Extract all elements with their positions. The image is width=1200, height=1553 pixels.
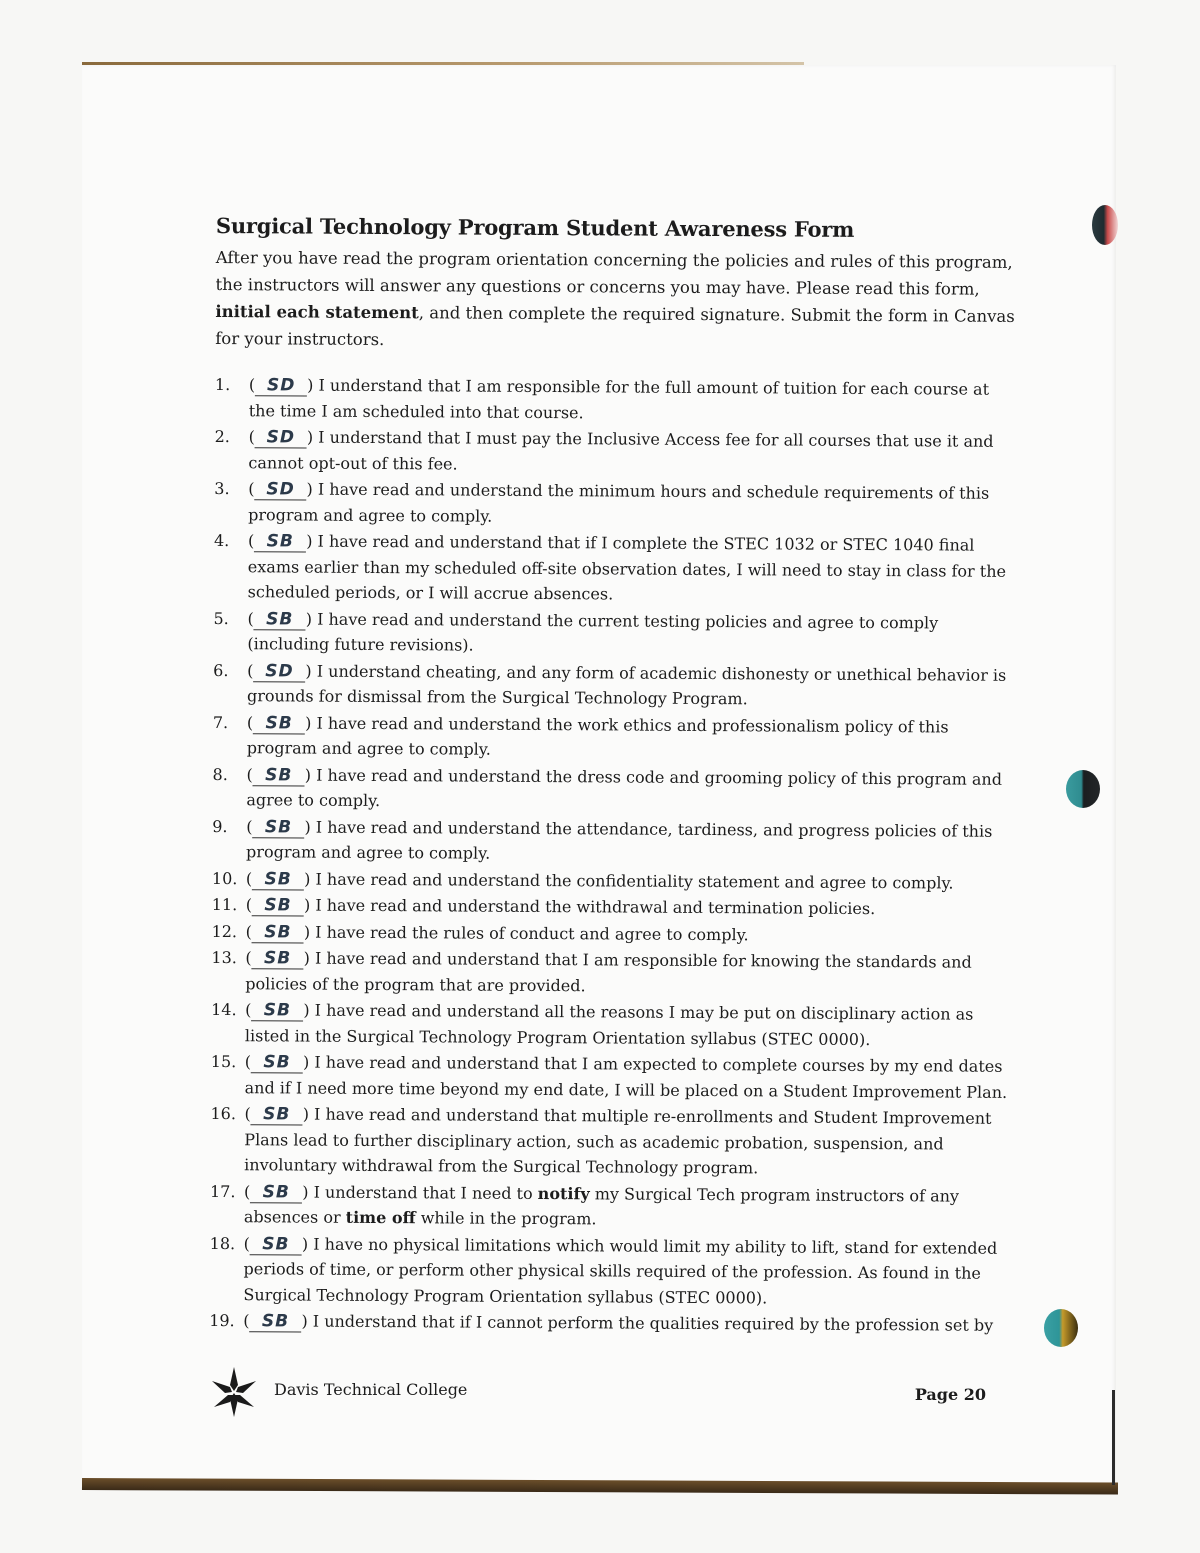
initials-field[interactable]: ( SB ) (246, 712, 312, 733)
item-number: 19. (209, 1310, 235, 1331)
handwritten-initials: SD (254, 479, 306, 500)
statement-text-part: I understand that I need to (313, 1182, 538, 1203)
handwritten-initials: SB (252, 948, 304, 969)
statement-item (212, 865, 1016, 895)
initials-field[interactable]: ( SB ) (243, 1233, 309, 1254)
handwritten-initials: SB (249, 1311, 301, 1332)
binder-hole (1044, 1309, 1078, 1347)
statement-text: I understand that I am responsible for the full amount of tuition for each course at the time I am scheduled into that course. (248, 375, 990, 422)
binder-hole (1092, 205, 1118, 245)
statement-item (212, 892, 1016, 922)
statement-emphasis: notify (537, 1183, 590, 1203)
statement-item (210, 1101, 1014, 1182)
college-name: Davis Technical College (274, 1380, 468, 1399)
statement-text: I understand that if I cannot perform the qualities required by the profession set by (312, 1311, 994, 1335)
statement-emphasis: time off (345, 1207, 416, 1228)
statement-item (211, 945, 1015, 1001)
intro-text: After you have read the program orientation concerning the policies and rules of this program, the instructors will answer any questions or concerns you may have. Please read this form, (215, 247, 1013, 299)
intro-emphasis: initial each statement (215, 301, 419, 323)
item-number: 6. (213, 660, 229, 680)
item-number: 11. (211, 894, 238, 915)
initials-field[interactable]: ( SD ) (247, 660, 312, 681)
statement-text: I have read and understand the confidentiality statement and agree to comply. (315, 869, 954, 893)
statement-text: I have read and understand the attendance, tardiness, and progress policies of this program and agree to comply. (246, 817, 993, 863)
initials-field[interactable]: ( SB ) (245, 895, 311, 916)
statement-text: I have read and understand that I am expected to complete courses by my end dates and if I need more time beyond my end date, I will be placed on a Student Improvement Plan. (244, 1052, 1008, 1102)
statement-text: I have read the rules of conduct and agree to comply. (315, 922, 749, 944)
statement-item (211, 997, 1015, 1053)
item-number: 16. (210, 1103, 237, 1124)
handwritten-initials: SB (251, 1000, 303, 1021)
form-title: Surgical Technology Program Student Awareness Form (215, 212, 855, 242)
handwritten-initials: SB (250, 1234, 302, 1255)
initials-field[interactable]: ( SD ) (248, 427, 314, 448)
statement-text: I have read and understand the dress code and grooming policy of this program and agree to comply. (246, 765, 1003, 811)
form-content (209, 212, 1036, 1339)
statement-text: I have read and understand the work ethics and professionalism policy of this program and agree to comply. (246, 713, 949, 759)
handwritten-initials: SB (250, 1182, 302, 1203)
item-number: 5. (213, 608, 229, 628)
statement-text: I have no physical limitations which would limit my ability to lift, stand for extended periods of time, or perform other physical skills required of the profession. As found in the Surgical Technology Program Orientation syllabus (STEC 0000). (243, 1234, 998, 1307)
initials-field[interactable]: ( SB ) (247, 531, 313, 552)
item-number: 12. (211, 921, 238, 941)
statement-text: I understand cheating, and any form of academic dishonesty or unethical behavior is grounds for dismissal from the Surgical Technology Program. (246, 661, 1007, 709)
initials-field[interactable]: ( SB ) (247, 608, 313, 629)
statement-text: I have read and understand that I am responsible for knowing the standards and policies of the program that are provided. (245, 948, 972, 995)
handwritten-initials: SD (255, 427, 307, 448)
form-intro (215, 244, 1031, 357)
initials-field[interactable]: ( SB ) (246, 816, 311, 837)
statement-item (212, 813, 1016, 869)
initials-field[interactable]: ( SB ) (245, 1000, 310, 1021)
statement-text-part: while in the program. (415, 1208, 597, 1229)
initials-field[interactable]: ( SB ) (244, 1104, 310, 1125)
initials-field[interactable]: ( SB ) (243, 1181, 309, 1202)
statement-item (214, 476, 1018, 532)
statement-text: I have read and understand the minimum hours and schedule requirements of this program and agree to comply. (248, 479, 990, 526)
item-number: 17. (209, 1181, 236, 1201)
initials-field[interactable]: ( SB ) (243, 1311, 308, 1332)
item-number: 7. (212, 712, 229, 732)
statement-text: I have read and understand the withdrawal and termination policies. (315, 895, 876, 919)
initials-field[interactable]: ( SB ) (244, 1052, 310, 1073)
paper-right-edge (1112, 1390, 1115, 1485)
binder-hole (1066, 770, 1100, 808)
star-flower-logo-icon (210, 1365, 258, 1419)
item-number: 13. (211, 947, 237, 968)
initials-field[interactable]: ( SB ) (245, 921, 311, 942)
statement-item (209, 1308, 1013, 1338)
item-number: 9. (212, 816, 228, 836)
handwritten-initials: SD (255, 375, 307, 396)
item-number: 4. (213, 530, 230, 551)
statement-text: I have read and understand that if I complete the STEC 1032 or STEC 1040 final exams earlier than my scheduled off-site observation dates, I will need to stay in class for the scheduled periods, or I will accrue absences. (247, 531, 1007, 604)
statement-item (215, 372, 1019, 428)
handwritten-initials: SB (252, 922, 304, 943)
statement-item (214, 424, 1018, 480)
handwritten-initials: SB (254, 531, 306, 552)
item-number: 3. (214, 478, 230, 499)
handwritten-initials: SB (253, 765, 305, 786)
statement-item (213, 657, 1017, 713)
handwritten-initials: SD (253, 661, 305, 682)
initials-field[interactable]: ( SB ) (245, 868, 311, 889)
statement-text: I have read and understand all the reasons I may be put on disciplinary action as listed in the Surgical Technology Program Orientation syllabus (STEC 0000). (244, 1000, 974, 1049)
initials-field[interactable]: ( SB ) (245, 948, 311, 969)
statement-item (213, 709, 1017, 765)
statement-item (212, 918, 1016, 948)
item-number: 18. (209, 1233, 236, 1253)
item-number: 10. (211, 868, 238, 888)
handwritten-initials: SB (252, 895, 304, 916)
item-number: 2. (214, 426, 230, 447)
statement-text: I understand that I must pay the Inclusive Access fee for all courses that use it and cannot opt-out of this fee. (248, 427, 994, 473)
handwritten-initials: SB (252, 869, 304, 890)
statement-text (244, 1182, 959, 1228)
handwritten-initials: SB (251, 1104, 303, 1125)
statement-text-part: my Surgical Tech program instructors of any absences or (243, 1183, 960, 1227)
handwritten-initials: SB (252, 817, 304, 838)
initials-field[interactable]: ( SD ) (248, 479, 313, 500)
statement-item (214, 528, 1018, 609)
statement-text: I have read and understand that multiple re-enrollments and Student Improvement Plans lead to further disciplinary action, such as academic probation, suspension, and involuntary withdrawal from the Surgical Technology program. (244, 1104, 992, 1178)
initials-field[interactable]: ( SD ) (248, 375, 314, 396)
statement-item (210, 1178, 1014, 1234)
item-number: 15. (210, 1051, 237, 1072)
initials-field[interactable]: ( SB ) (246, 764, 312, 785)
statement-item (209, 1230, 1013, 1311)
item-number: 1. (214, 374, 231, 395)
handwritten-initials: SB (251, 1052, 303, 1073)
statement-list (209, 372, 1035, 1338)
handwritten-initials: SB (254, 609, 306, 630)
statement-item (212, 761, 1016, 817)
intro-text: , and then complete the required signature. Submit the form in Canvas for your instructors. (215, 303, 1015, 350)
item-number: 8. (212, 764, 228, 784)
page-footer (210, 1365, 990, 1425)
statement-item (211, 1049, 1015, 1105)
statement-item (213, 605, 1017, 661)
statement-text: I have read and understand the current testing policies and agree to comply (including future revisions). (247, 609, 939, 655)
handwritten-initials: SB (253, 713, 305, 734)
item-number: 14. (211, 999, 237, 1020)
page-number: Page 20 (914, 1385, 986, 1404)
